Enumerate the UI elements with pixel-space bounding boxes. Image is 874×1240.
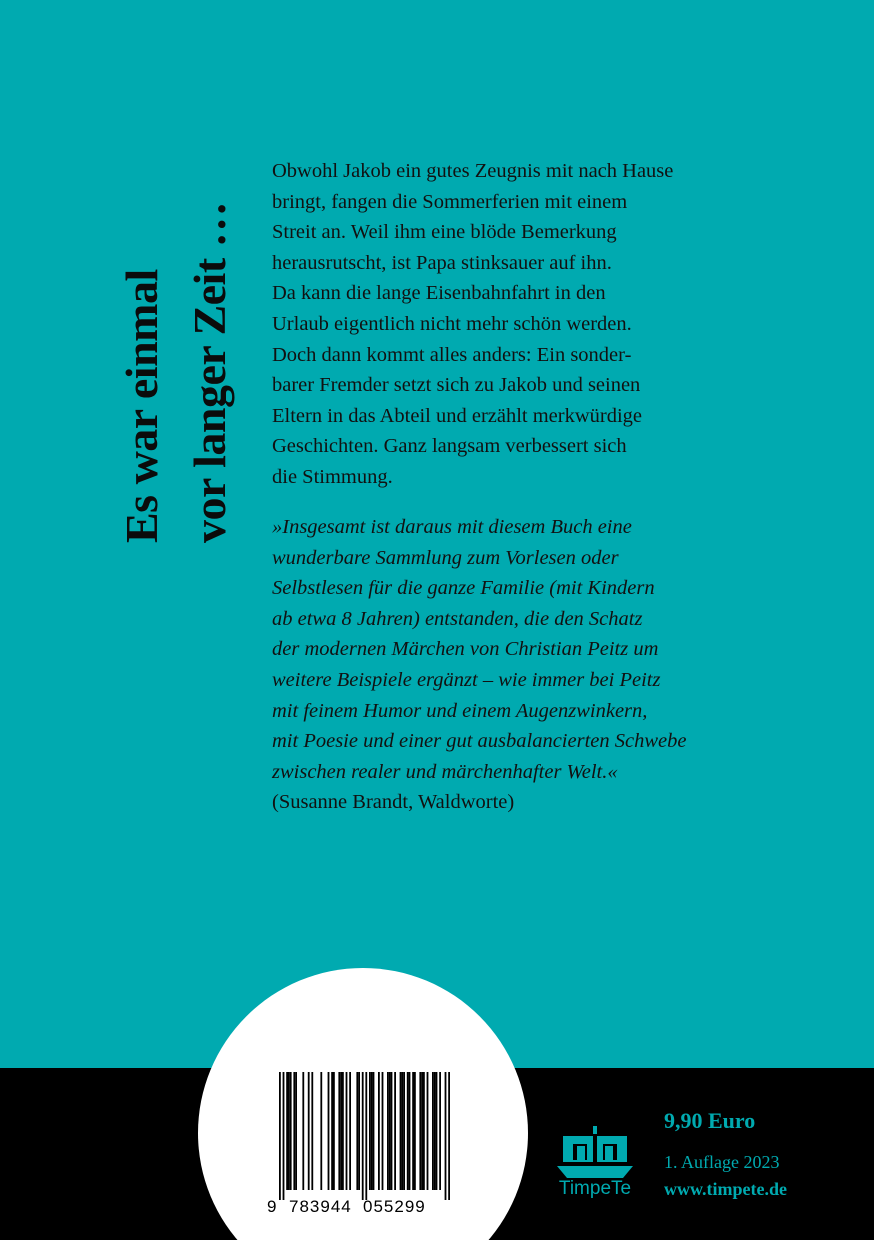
barcode-bar — [378, 1072, 380, 1190]
barcode-bar — [436, 1072, 438, 1190]
barcode-bar — [414, 1072, 416, 1190]
barcode-bar — [369, 1072, 371, 1190]
barcode-bar — [338, 1072, 340, 1190]
barcode-bar — [403, 1072, 405, 1190]
review-quote — [272, 512, 792, 818]
blurb-line: die Stimmung. — [272, 465, 393, 488]
blurb-line: Streit an. Weil ihm eine blöde Bemerkung — [272, 221, 617, 244]
barcode-bar — [346, 1072, 348, 1190]
blurb-line: Geschichten. Ganz langsam verbessert sich — [272, 435, 627, 458]
barcode-bar — [434, 1072, 436, 1190]
barcode-bar — [401, 1072, 403, 1190]
barcode-bar — [349, 1072, 351, 1190]
barcode-bar — [391, 1072, 393, 1190]
blurb-line: barer Fremder setzt sich zu Jakob und seinen — [272, 374, 641, 397]
quote-line: weitere Beispiele ergänzt – wie immer bei Peitz — [272, 668, 661, 691]
blurb-line: Urlaub eigentlich nicht mehr schön werden. — [272, 312, 632, 335]
barcode-right-digits: 055299 — [363, 1197, 426, 1216]
barcode-bar — [311, 1072, 313, 1190]
barcode-bar — [362, 1072, 364, 1200]
quote-source: (Susanne Brandt, Waldworte) — [272, 791, 515, 814]
barcode-bar — [448, 1072, 450, 1200]
blurb-line: Da kann die lange Eisenbahnfahrt in den — [272, 282, 606, 305]
barcode-bar — [419, 1072, 421, 1190]
barcode-bar — [365, 1072, 367, 1200]
barcode-bar — [394, 1072, 396, 1190]
quote-line: wunderbare Sammlung zum Vorlesen oder — [272, 546, 619, 569]
price: 9,90 Euro — [664, 1108, 756, 1133]
publisher-name: TimpeTe — [558, 1178, 632, 1199]
barcode-bar — [409, 1072, 411, 1190]
barcode-bar — [356, 1072, 358, 1190]
barcode-bar — [302, 1072, 304, 1190]
barcode-bar — [328, 1072, 330, 1190]
barcode-bar — [432, 1072, 434, 1190]
barcode-bars — [279, 1072, 450, 1200]
barcode-bar — [342, 1072, 344, 1190]
barcode-bar — [293, 1072, 295, 1190]
barcode-bar — [400, 1072, 402, 1190]
vertical-title — [109, 88, 249, 543]
barcode-bar — [331, 1072, 333, 1190]
quote-line: ab etwa 8 Jahren) entstanden, die den Schatz — [272, 607, 643, 630]
barcode-first-digit: 9 — [267, 1197, 277, 1216]
title-line-2: vor langer Zeit … — [184, 201, 235, 543]
barcode-bar — [290, 1072, 292, 1190]
barcode-bar — [427, 1072, 429, 1190]
barcode-bar — [295, 1072, 297, 1190]
blurb-line: bringt, fangen die Sommerferien mit einem — [272, 190, 628, 213]
barcode-bar — [373, 1072, 375, 1190]
barcode-bar — [358, 1072, 360, 1190]
quote-line: »Insgesamt ist daraus mit diesem Buch eine — [272, 516, 632, 538]
barcode-bar — [445, 1072, 447, 1200]
barcode-bar — [382, 1072, 384, 1190]
isbn-barcode — [261, 1068, 451, 1220]
quote-line: mit Poesie und einer gut ausbalancierten Schwebe — [272, 730, 687, 753]
quote-line: der modernen Märchen von Christian Peitz um — [272, 638, 659, 661]
barcode-bar — [320, 1072, 322, 1190]
edition: 1. Auflage 2023 — [664, 1152, 780, 1172]
blurb-line: herausrutscht, ist Papa stinksauer auf ihn. — [272, 251, 612, 274]
barcode-bar — [387, 1072, 389, 1190]
barcode-bar — [412, 1072, 414, 1190]
barcode-bar — [288, 1072, 290, 1190]
blurb-line: Eltern in das Abteil und erzählt merkwürdige — [272, 404, 643, 427]
barcode-bar — [286, 1072, 288, 1190]
title-line-1: Es war einmal — [116, 269, 167, 543]
barcode-bar — [340, 1072, 342, 1190]
barcode-bar — [333, 1072, 335, 1190]
quote-line: Selbstlesen für die ganze Familie (mit Kindern — [272, 577, 655, 600]
barcode-bar — [407, 1072, 409, 1190]
blurb-line: Doch dann kommt alles anders: Ein sonder- — [272, 343, 632, 366]
barcode-bar — [371, 1072, 373, 1190]
barcode-bar — [283, 1072, 285, 1200]
blurb-text — [272, 156, 772, 493]
barcode-left-digits: 783944 — [289, 1197, 352, 1216]
barcode-bar — [421, 1072, 423, 1190]
barcode-bar — [423, 1072, 425, 1190]
quote-line: zwischen realer und märchenhafter Welt.« — [272, 760, 618, 783]
blurb-line: Obwohl Jakob ein gutes Zeugnis mit nach Hause — [272, 160, 674, 182]
barcode-bar — [389, 1072, 391, 1190]
website-link[interactable]: www.timpete.de — [664, 1179, 787, 1199]
barcode-bar — [279, 1072, 281, 1200]
barcode-bar — [308, 1072, 310, 1190]
barcode-bar — [439, 1072, 441, 1190]
quote-line: mit feinem Humor und einem Augenzwinkern, — [272, 699, 648, 722]
